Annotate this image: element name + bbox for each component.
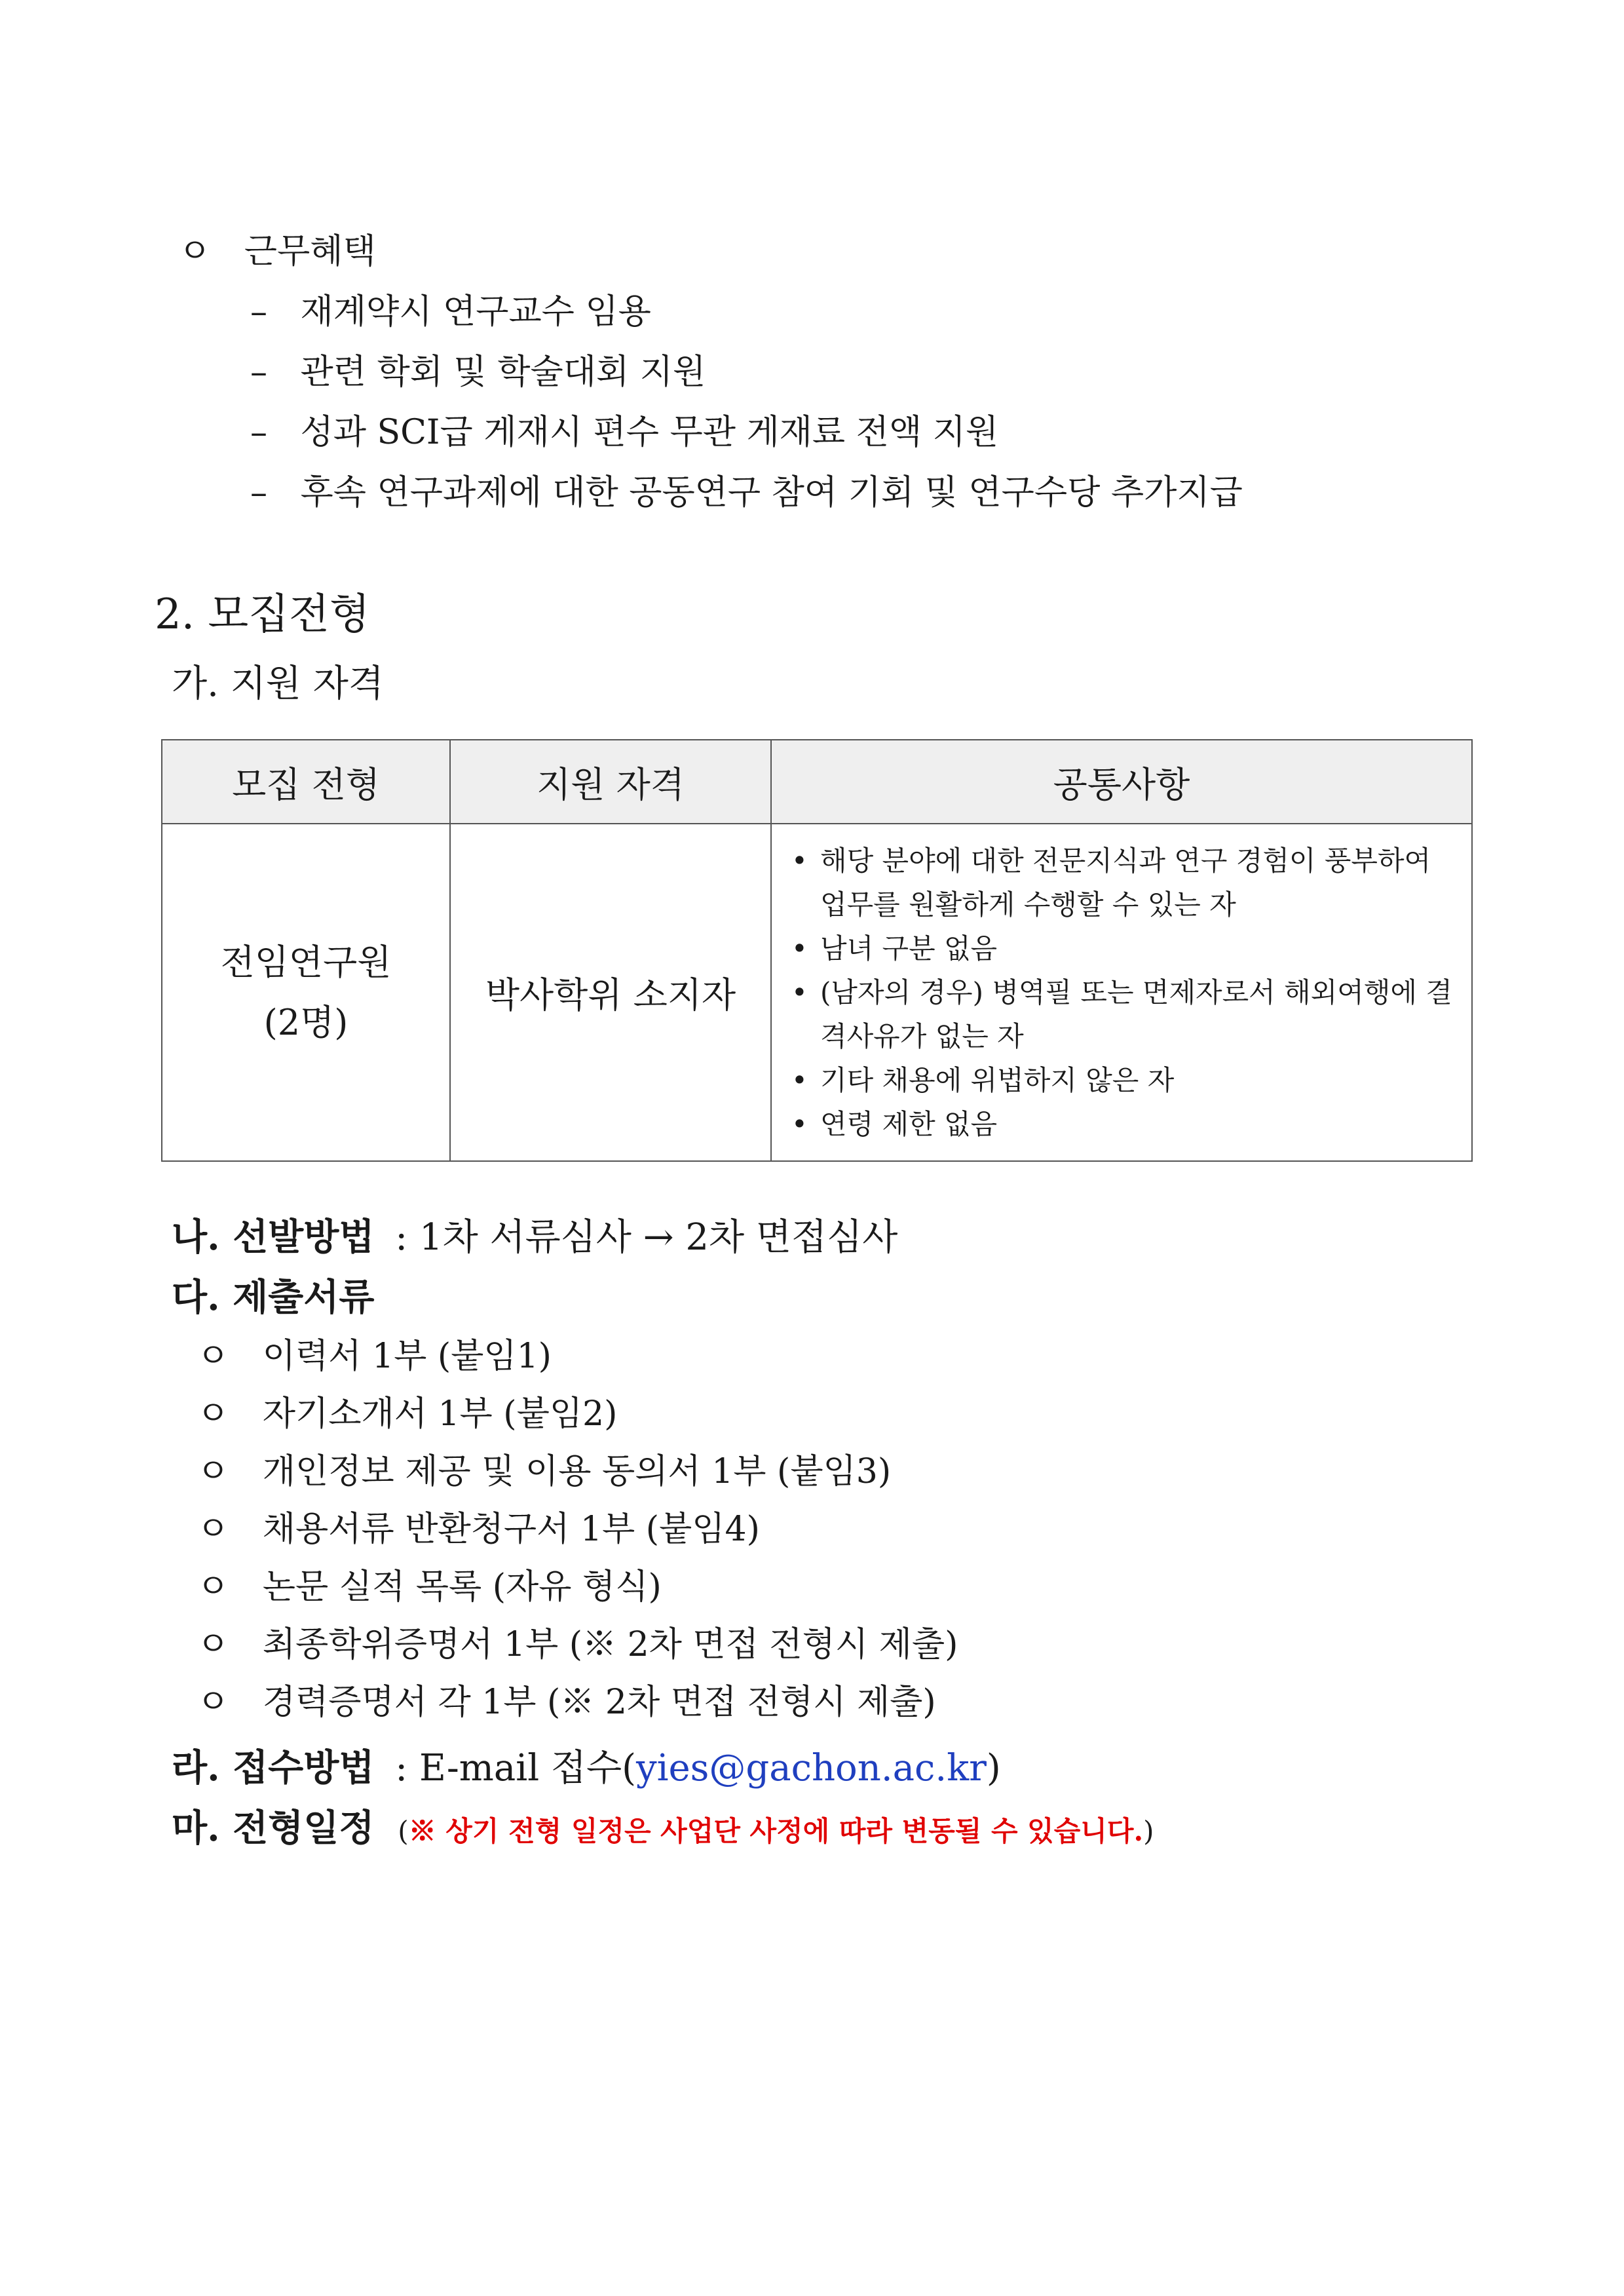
benefit-text: 성과 SCI급 게재시 편수 무관 게재료 전액 지원: [300, 413, 999, 452]
position-count: (2명): [263, 1001, 349, 1043]
benefits-heading: [178, 228, 376, 275]
circle-marker: ㅇ: [197, 1394, 230, 1434]
requirement-item: • 해당 분야에 대한 전문지식과 연구 경험이 풍부하여 업무를 원활하게 수행할 수 있는 자: [791, 845, 1431, 921]
requirement-item: • 남녀 구분 없음: [791, 932, 998, 965]
circle-marker: ㅇ: [197, 1683, 230, 1722]
benefit-item: [250, 288, 651, 335]
dash-marker: –: [250, 473, 267, 512]
circle-marker: ㅇ: [197, 1337, 230, 1376]
selection-label: 나. 선발방법: [172, 1215, 375, 1259]
position-cell: [162, 824, 450, 1161]
qualification-cell: 박사학위 소지자: [450, 824, 771, 1161]
dash-marker: –: [250, 413, 267, 452]
table-header-cell: 모집 전형: [162, 740, 450, 824]
submission-method: 라. 접수방법 : E-mail 접수(yies@gachon.ac.kr): [172, 1746, 1001, 1789]
benefit-item: [250, 409, 998, 456]
dash-marker: –: [250, 353, 267, 392]
benefit-text: 후속 연구과제에 대한 공동연구 참여 기회 및 연구수당 추가지급: [300, 473, 1243, 512]
table-header-row: [162, 740, 1472, 824]
document-item: ㅇ 개인정보 제공 및 이용 동의서 1부 (붙임3): [197, 1452, 892, 1491]
position-name: 전임연구원: [220, 941, 392, 983]
document-item: ㅇ 최종학위증명서 1부 (※ 2차 면접 전형시 제출): [197, 1625, 958, 1664]
benefit-text: 재계약시 연구교수 임용: [300, 292, 651, 332]
circle-marker: ㅇ: [197, 1452, 230, 1491]
benefits-title: 근무혜택: [244, 232, 376, 271]
requirement-item: • 기타 채용에 위법하지 않은 자: [791, 1064, 1175, 1096]
circle-marker: ㅇ: [197, 1625, 230, 1664]
selection-method: [172, 1212, 897, 1263]
circle-marker: ㅇ: [178, 232, 212, 271]
submission-label: 라. 접수방법: [172, 1746, 375, 1789]
circle-marker: ㅇ: [197, 1510, 230, 1549]
document-item: ㅇ 이력서 1부 (붙임1): [197, 1337, 552, 1376]
benefit-item: [250, 469, 1243, 516]
schedule-label: 마. 전형일정: [172, 1807, 375, 1850]
documents-heading: 다. 제출서류: [172, 1276, 375, 1319]
section-title: 2. 모집전형: [155, 590, 370, 639]
benefit-text: 관련 학회 및 학술대회 지원: [300, 353, 706, 392]
schedule: 마. 전형일정 (※ 상기 전형 일정은 사업단 사정에 따라 변동될 수 있습니다.): [172, 1807, 1154, 1850]
email-link[interactable]: yies@gachon.ac.kr: [635, 1747, 987, 1789]
qualification-heading: 가. 지원 자격: [172, 662, 384, 705]
document-item: ㅇ 경력증명서 각 1부 (※ 2차 면접 전형시 제출): [197, 1683, 936, 1722]
table-header-cell: 공통사항: [771, 740, 1472, 824]
requirement-item: • (남자의 경우) 병역필 또는 면제자로서 해외여행에 결격사유가 없는 자: [791, 976, 1452, 1052]
common-requirements-cell: [771, 824, 1472, 1161]
document-item: ㅇ 자기소개서 1부 (붙임2): [197, 1394, 618, 1434]
qualification-table: [161, 739, 1473, 1162]
circle-marker: ㅇ: [197, 1567, 230, 1607]
benefit-item: [250, 349, 706, 396]
document-item: ㅇ 논문 실적 목록 (자유 형식): [197, 1567, 662, 1607]
selection-value: : 1차 서류심사 → 2차 면접심사: [395, 1216, 898, 1259]
table-header-cell: 지원 자격: [450, 740, 771, 824]
table-row: [162, 824, 1472, 1161]
dash-marker: –: [250, 292, 267, 332]
schedule-warning: ※ 상기 전형 일정은 사업단 사정에 따라 변동될 수 있습니다.: [408, 1815, 1144, 1847]
document-item: ㅇ 채용서류 반환청구서 1부 (붙임4): [197, 1510, 760, 1549]
requirement-item: • 연령 제한 없음: [791, 1108, 998, 1140]
